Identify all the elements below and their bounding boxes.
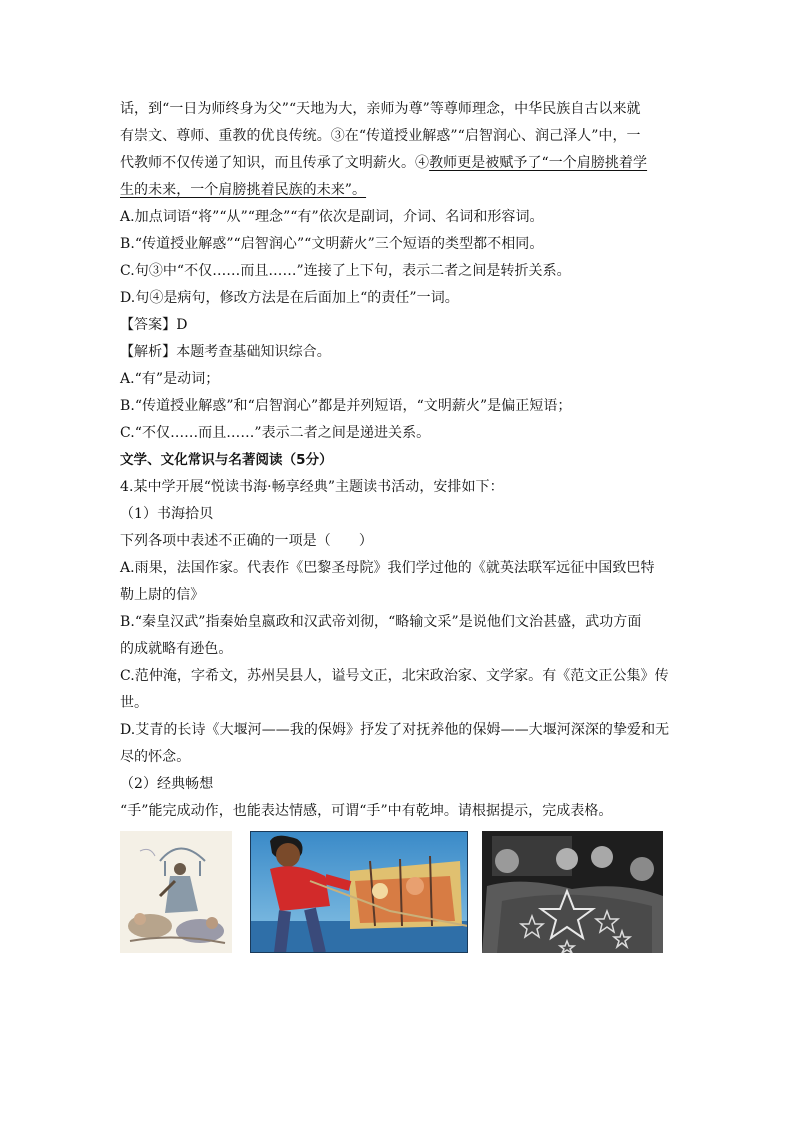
table-prompt: “手”能完成动作，也能表达情感，可谓“手”中有乾坤。请根据提示，完成表格。 <box>120 803 613 819</box>
q4-option-b: B.“秦皇汉武”指秦始皇嬴政和汉武帝刘彻，“略输文采”是说他们文治甚盛，武功方面 <box>120 614 642 630</box>
q4-option-c-cont: 世。 <box>120 695 149 711</box>
passage-text: 代教师不仅传递了知识，而且传承了文明薪火。④ <box>120 155 430 171</box>
q4-option-c: C.范仲淹，字希文，苏州吴县人，谥号文正，北宋政治家、文学家。有《范文正公集》传 <box>120 668 669 684</box>
q4-option-a: A.雨果，法国作家。代表作《巴黎圣母院》我们学过他的《就英法联军远征中国致巴特 <box>120 560 655 576</box>
q4-option-a-cont: 勒上尉的信》 <box>120 587 205 603</box>
underlined-sentence: 教师更是被赋予了“一个肩膀挑着学 <box>429 155 648 171</box>
answer-line: 【答案】D <box>120 317 188 333</box>
analysis-c: C.“不仅……而且……”表示二者之间是递进关系。 <box>120 425 431 441</box>
underlined-sentence: 生的未来，一个肩膀挑着民族的未来”。 <box>120 182 367 198</box>
option-b: B.“传道授业解惑”“启智润心”“文明薪火”三个短语的类型都不相同。 <box>120 236 544 252</box>
q4-option-b-cont: 的成就略有逊色。 <box>120 641 233 657</box>
cartoon-man-pulling-rope-ship-icon <box>250 831 468 953</box>
passage-line <box>120 177 680 204</box>
subsection-2-title: （2）经典畅想 <box>120 776 214 792</box>
question-4: 4.某中学开展“悦读书海·畅享经典”主题读书活动，安排如下： <box>120 479 504 495</box>
q4-option-d: D.艾青的长诗《大堰河——我的保姆》抒发了对抚养他的保姆——大堰河深深的挚爱和无 <box>120 722 670 738</box>
analysis-b: B.“传道授业解惑”和“启智润心”都是并列短语，“文明薪火”是偏正短语； <box>120 398 572 414</box>
analysis-a: A.“有”是动词； <box>120 371 220 387</box>
image-row <box>120 831 665 953</box>
passage-line <box>120 150 680 177</box>
section-heading: 文学、文化常识与名著阅读（5分） <box>120 452 333 468</box>
passage-line: 话，到“一日为师终身为父”“天地为大，亲师为尊”等尊师理念，中华民族自古以来就 <box>120 101 641 117</box>
analysis-heading: 【解析】本题考查基础知识综合。 <box>120 344 331 360</box>
subsection-1-title: （1）书海拾贝 <box>120 506 214 522</box>
question-stem: 下列各项中表述不正确的一项是（ ） <box>120 533 373 549</box>
photo-women-sewing-star-flag-icon <box>482 831 663 953</box>
document-body <box>120 96 680 825</box>
q4-option-d-cont: 尽的怀念。 <box>120 749 191 765</box>
ink-illustration-figures-bridge-icon <box>120 831 232 953</box>
option-c: C.句③中“不仅……而且……”连接了上下句，表示二者之间是转折关系。 <box>120 263 571 279</box>
option-a: A.加点词语“将”“从”“理念”“有”依次是副词，介词、名词和形容词。 <box>120 209 544 225</box>
passage-line: 有崇文、尊师、重教的优良传统。③在“传道授业解惑”“启智润心、润己泽人”中，一 <box>120 128 641 144</box>
option-d: D.句④是病句，修改方法是在后面加上“的责任”一词。 <box>120 290 459 306</box>
